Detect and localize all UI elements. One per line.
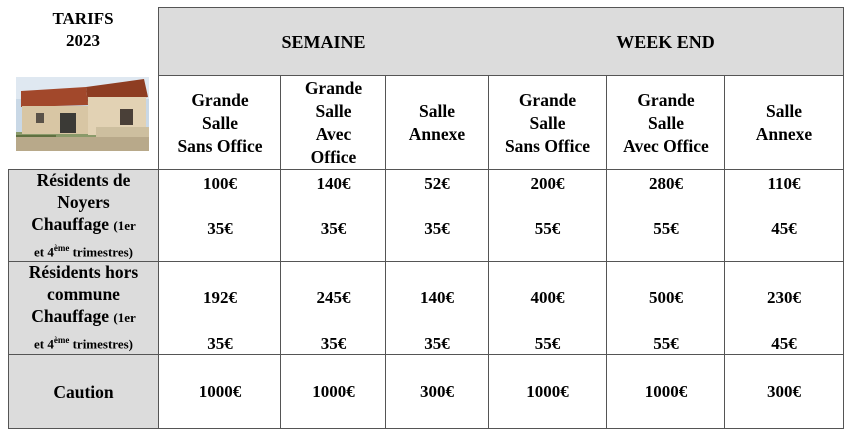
price-value: 400€ [530,288,565,307]
room-header-line: Salle [315,101,352,121]
room-header-line: Sans Office [177,135,263,156]
period-weekend [488,7,844,76]
room-header-line: Grande [637,89,695,110]
price-value: 192€ [203,288,237,307]
heating-value: 55€ [653,219,679,238]
room-header [488,75,607,170]
room-header-line: Salle [766,101,802,121]
title-line-1: TARIFS [52,9,114,28]
row-label-line: Résidents hors [28,262,139,283]
heating-value: 35€ [424,219,450,238]
heating-value: 45€ [771,334,797,353]
room-header-line: Salle [648,112,684,133]
price-cell [724,261,844,355]
caution-cell [280,354,386,429]
price-value: 52€ [424,174,450,193]
room-header [385,75,489,170]
room-header-line: Annexe [408,124,466,144]
price-cell [385,169,489,262]
caution-cell [158,354,281,429]
room-header-line: Office [310,147,357,167]
room-header [606,75,725,170]
heating-note: (1er [113,217,136,233]
quarter-note-end: trimestres) [69,244,133,260]
room-header-line: Salle [419,101,455,121]
building-photo [16,77,149,151]
price-value: 110€ [767,174,801,193]
period-semaine-label: SEMAINE [281,31,366,52]
heating-value: 55€ [653,334,679,353]
caution-label: Caution [53,381,114,402]
period-weekend-label: WEEK END [616,31,715,52]
price-value: 230€ [767,288,801,307]
row-label-caution [8,354,159,429]
heating-label: Chauffage [31,306,110,327]
price-value: 100€ [203,174,237,193]
heating-note: (1er [113,310,136,326]
quarter-note-end: trimestres) [69,336,133,352]
caution-value: 1000€ [526,381,569,401]
price-cell [385,261,489,355]
price-value: 140€ [420,288,454,307]
price-cell [606,261,725,355]
price-value: 500€ [649,288,683,307]
heating-label: Chauffage [31,213,110,234]
room-header-line: Avec [315,124,352,144]
row-label-residents [8,170,159,262]
caution-cell [488,354,607,429]
caution-value: 1000€ [198,381,242,401]
row-label-line: Noyers [57,191,110,212]
room-header-line: Grande [191,89,249,110]
price-cell [488,169,607,262]
room-header-line: Avec Office [623,135,709,156]
caution-cell [724,354,844,429]
heating-value: 35€ [320,334,347,353]
price-cell [606,169,725,262]
price-cell [724,169,844,262]
price-cell [488,261,607,355]
quarter-note: et 4 [33,336,54,352]
room-header-line: Grande [304,78,363,98]
heating-value: 55€ [534,219,561,238]
caution-value: 300€ [767,381,801,401]
room-header [280,75,386,170]
row-label-line: commune [47,284,120,305]
price-cell [280,261,386,355]
tariffs-title [8,8,158,52]
caution-value: 1000€ [644,381,688,401]
caution-cell [385,354,489,429]
heating-value: 35€ [207,219,233,238]
row-label-non-residents [8,261,159,355]
title-line-2: 2023 [66,31,100,50]
price-value: 140€ [316,174,351,193]
price-cell [158,261,281,355]
period-semaine [158,7,489,76]
price-cell [158,169,281,262]
room-header-line: Grande [518,89,577,110]
price-value: 200€ [530,174,565,193]
caution-value: 1000€ [312,381,355,401]
room-header-line: Salle [529,112,566,133]
row-label-line: Résidents de [36,169,131,190]
heating-value: 35€ [207,334,233,353]
room-header [724,75,844,170]
quarter-sup: ème [53,335,70,346]
heating-value: 35€ [320,219,347,238]
heating-value: 45€ [771,219,797,238]
price-value: 245€ [316,288,351,307]
caution-value: 300€ [420,381,454,401]
room-header-line: Sans Office [504,135,591,156]
room-header-line: Annexe [755,124,813,144]
heating-value: 55€ [534,334,561,353]
price-cell [280,169,386,262]
price-value: 280€ [649,174,683,193]
room-header-line: Salle [202,112,238,133]
caution-cell [606,354,725,429]
heating-value: 35€ [424,334,450,353]
quarter-note: et 4 [33,244,54,260]
room-header [158,75,281,170]
quarter-sup: ème [53,242,70,253]
